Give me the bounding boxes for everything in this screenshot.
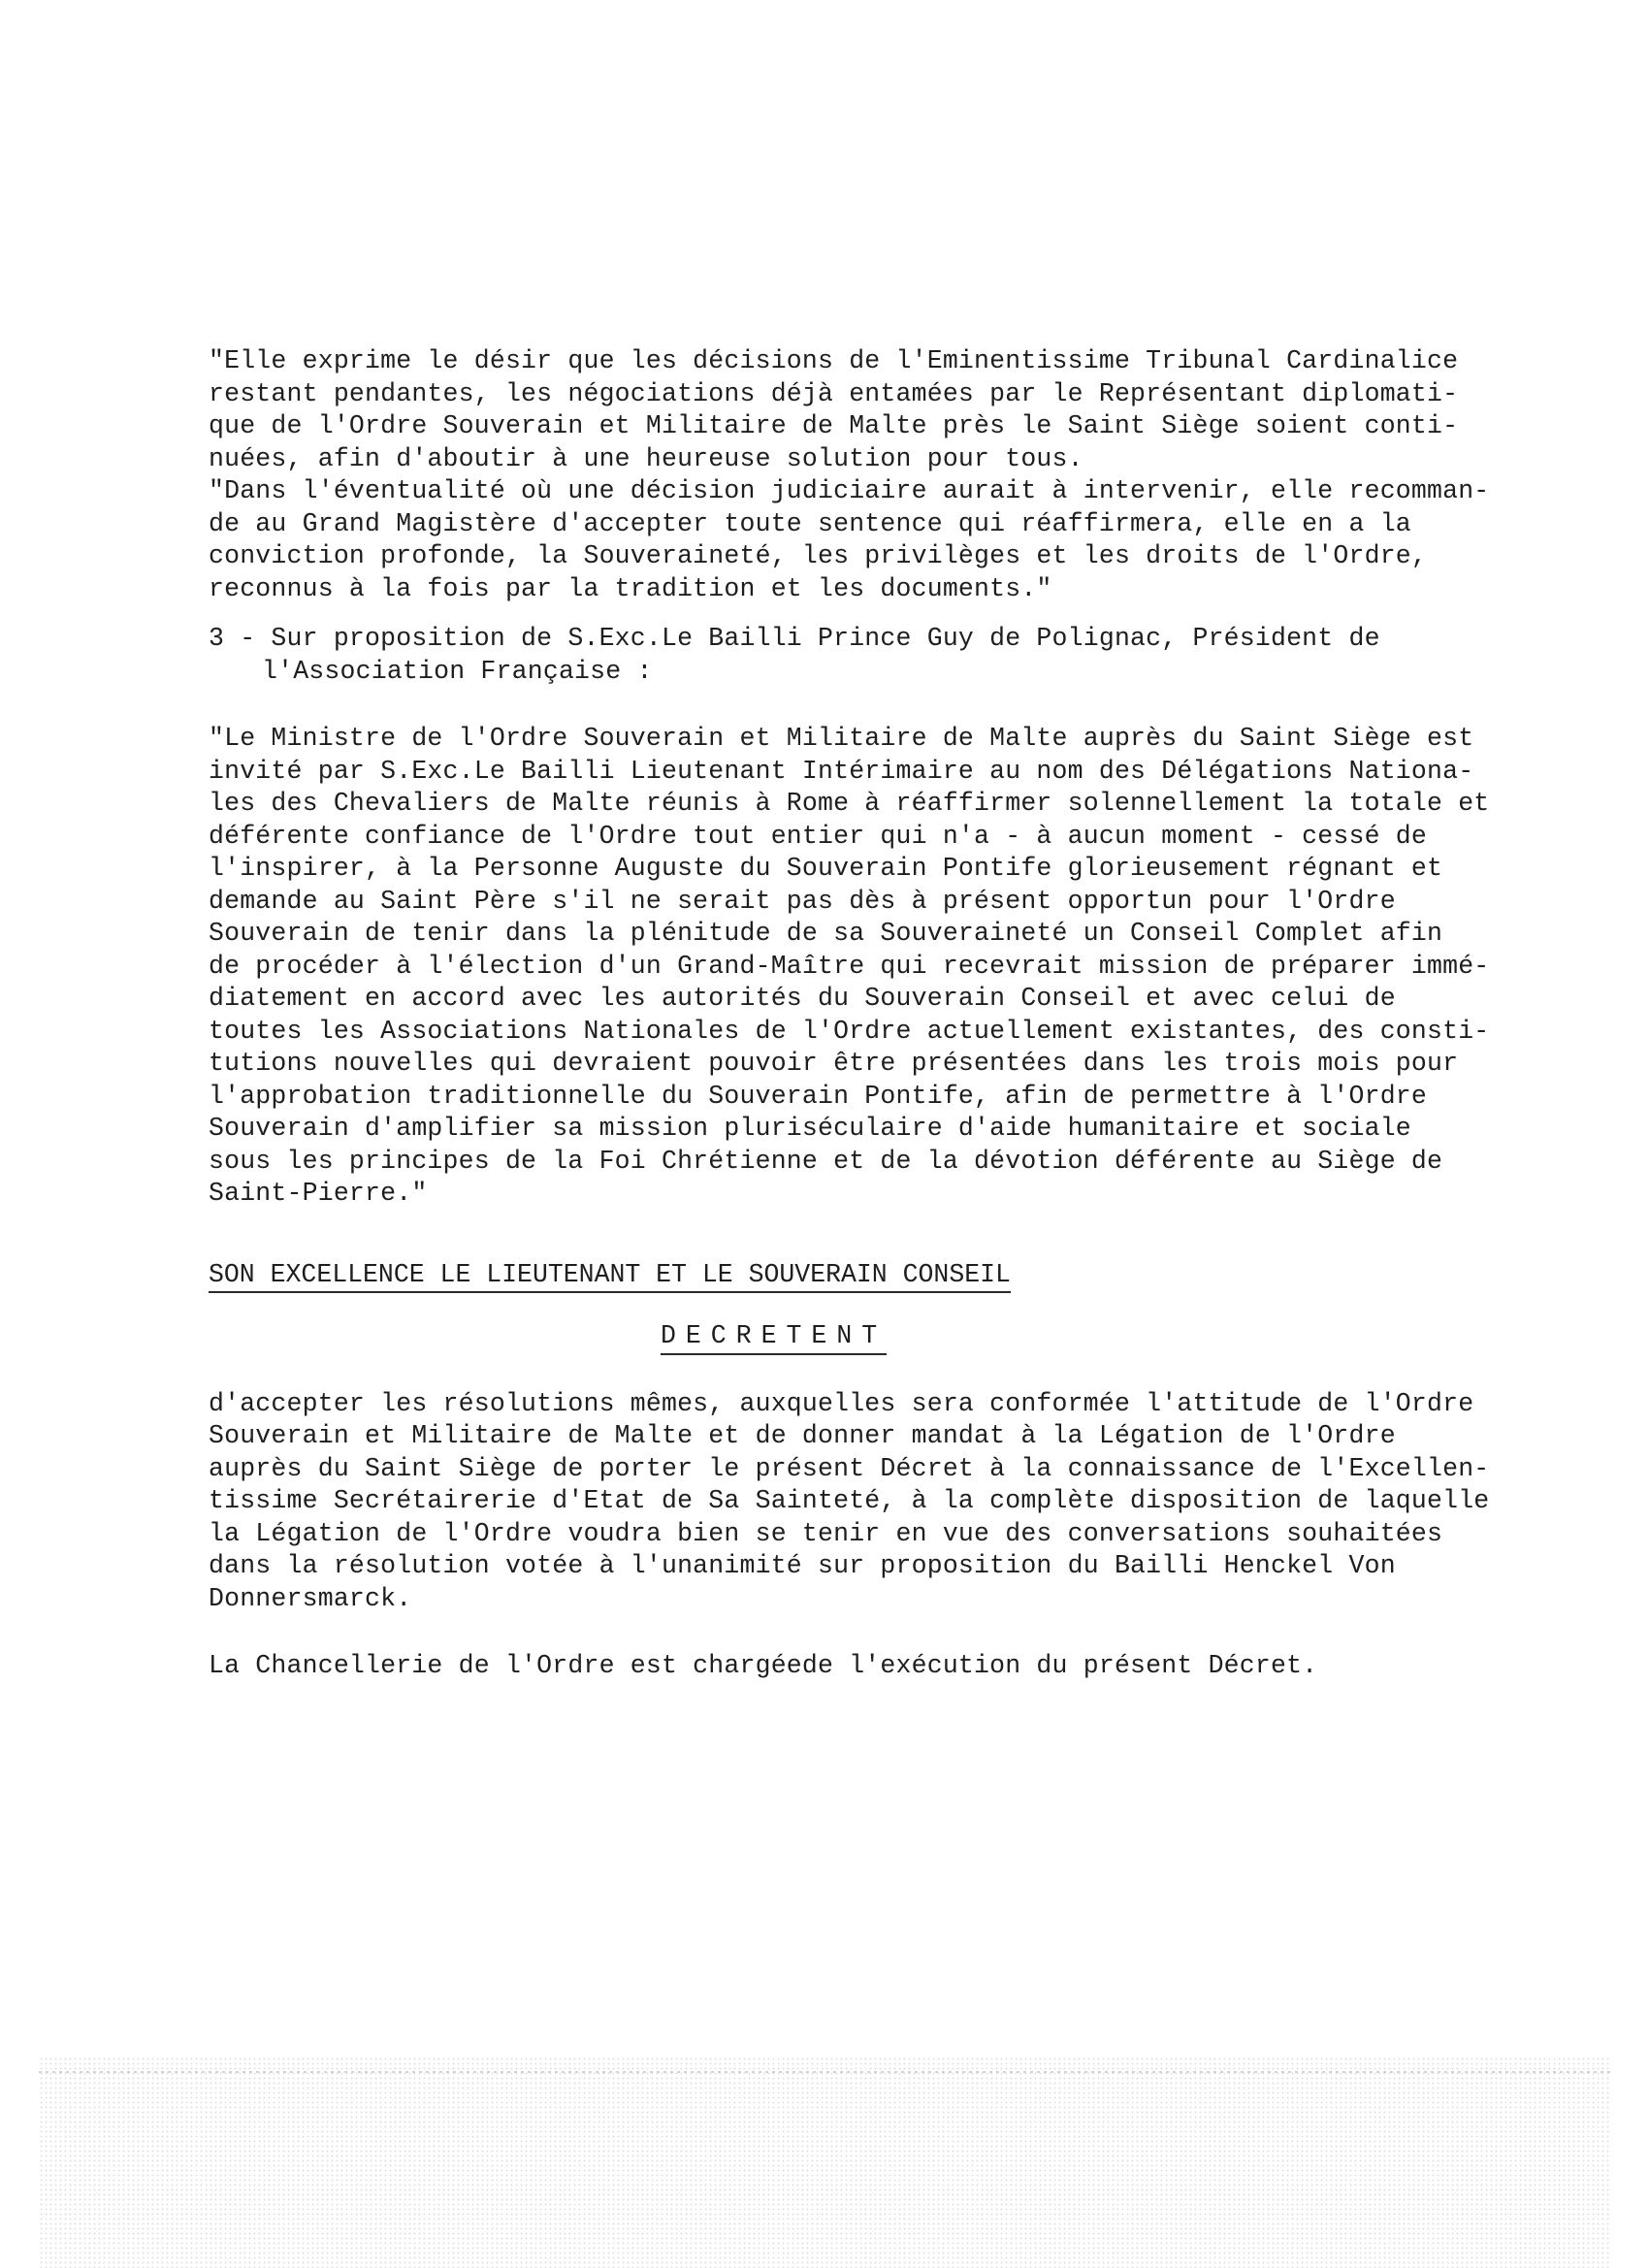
text-line: restant pendantes, les négociations déjà entamées par le Représentant diplomati- [209, 378, 1459, 408]
text-line: Donnersmarck. [209, 1583, 412, 1613]
text-line: "Le Ministre de l'Ordre Souverain et Militaire de Malte auprès du Saint Siège est [209, 724, 1474, 753]
text-line: diatement en accord avec les autorités du Souverain Conseil et avec celui de [209, 984, 1396, 1013]
decree-body [209, 1388, 1547, 1616]
text-line: que de l'Ordre Souverain et Militaire de Malte près le Saint Siège soient conti- [209, 411, 1459, 440]
text-line: tissime Secrétairerie d'Etat de Sa Sainteté, à la complète disposition de laquelle [209, 1486, 1490, 1515]
text-line: Saint-Pierre." [209, 1179, 428, 1208]
text-line: de au Grand Magistère d'accepter toute sentence qui réaffirmera, elle en a la [209, 508, 1411, 538]
text-line: "Elle exprime le désir que les décisions de l'Eminentissime Tribunal Cardinalice [209, 346, 1459, 375]
text-line: demande au Saint Père s'il ne serait pas dès à présent opportun pour l'Ordre [209, 886, 1396, 916]
text-line: Souverain d'amplifier sa mission pluriséculaire d'aide humanitaire et sociale [209, 1114, 1411, 1143]
text-line: déférente confiance de l'Ordre tout entier qui n'a - à aucun moment - cessé de [209, 821, 1428, 851]
text-line: invité par S.Exc.Le Bailli Lieutenant Intérimaire au nom des Délégations Nationa- [209, 756, 1474, 786]
text-line: auprès du Saint Siège de porter le présent Décret à la connaissance de l'Excellen- [209, 1453, 1490, 1483]
text-line: Souverain et Militaire de Malte et de donner mandat à la Légation de l'Ordre [209, 1421, 1396, 1450]
quote-block-2 [209, 723, 1547, 1211]
scan-noise-area [39, 2057, 1610, 2268]
text-line: nuées, afin d'aboutir à une heureuse solution pour tous. [209, 443, 1083, 473]
text-line: tutions nouvelles qui devraient pouvoir être présentées dans les trois mois pour [209, 1049, 1459, 1078]
text-line: toutes les Associations Nationales de l'Ordre actuellement existantes, des consti- [209, 1016, 1490, 1046]
text-line: reconnus à la fois par la tradition et les documents." [209, 573, 1052, 603]
document-body [209, 345, 1547, 1683]
text-line: de procéder à l'élection d'un Grand-Maître qui recevrait mission de préparer immé- [209, 951, 1490, 981]
decree-title: DECRETENT [661, 1320, 887, 1355]
text-line: les des Chevaliers de Malte réunis à Rome à réaffirmer solennellement la totale et [209, 789, 1490, 818]
text-line: sous les principes de la Foi Chrétienne et de la dévotion déférente au Siège de [209, 1146, 1443, 1176]
text-line: Souverain de tenir dans la plénitude de sa Souveraineté un Conseil Complet afin [209, 919, 1443, 948]
item-3-line: l'Association Française : [262, 656, 653, 686]
text-line: l'inspirer, à la Personne Auguste du Souverain Pontife glorieusement régnant et [209, 854, 1443, 883]
quote-block-1 [209, 345, 1547, 605]
item-3 [209, 623, 1547, 688]
closing-statement: La Chancellerie de l'Ordre est chargéede l'exécution du présent Décret. [209, 1651, 1318, 1680]
text-line: la Légation de l'Ordre voudra bien se tenir en vue des conversations souhaitées [209, 1518, 1443, 1548]
text-line: dans la résolution votée à l'unanimité sur proposition du Bailli Henckel Von [209, 1551, 1396, 1580]
text-line: "Dans l'éventualité où une décision judiciaire aurait à intervenir, elle recomman- [209, 476, 1490, 505]
text-line: l'approbation traditionnelle du Souverain Pontife, afin de permettre à l'Ordre [209, 1081, 1428, 1111]
item-3-line: 3 - Sur proposition de S.Exc.Le Bailli Prince Guy de Polignac, Président de [209, 624, 1380, 653]
text-line: conviction profonde, la Souveraineté, les privilèges et les droits de l'Ordre, [209, 541, 1428, 570]
text-line: d'accepter les résolutions mêmes, auxquelles sera conformée l'attitude de l'Ordre [209, 1388, 1474, 1418]
section-heading: SON EXCELLENCE LE LIEUTENANT ET LE SOUVERAIN CONSEIL [209, 1259, 1011, 1294]
